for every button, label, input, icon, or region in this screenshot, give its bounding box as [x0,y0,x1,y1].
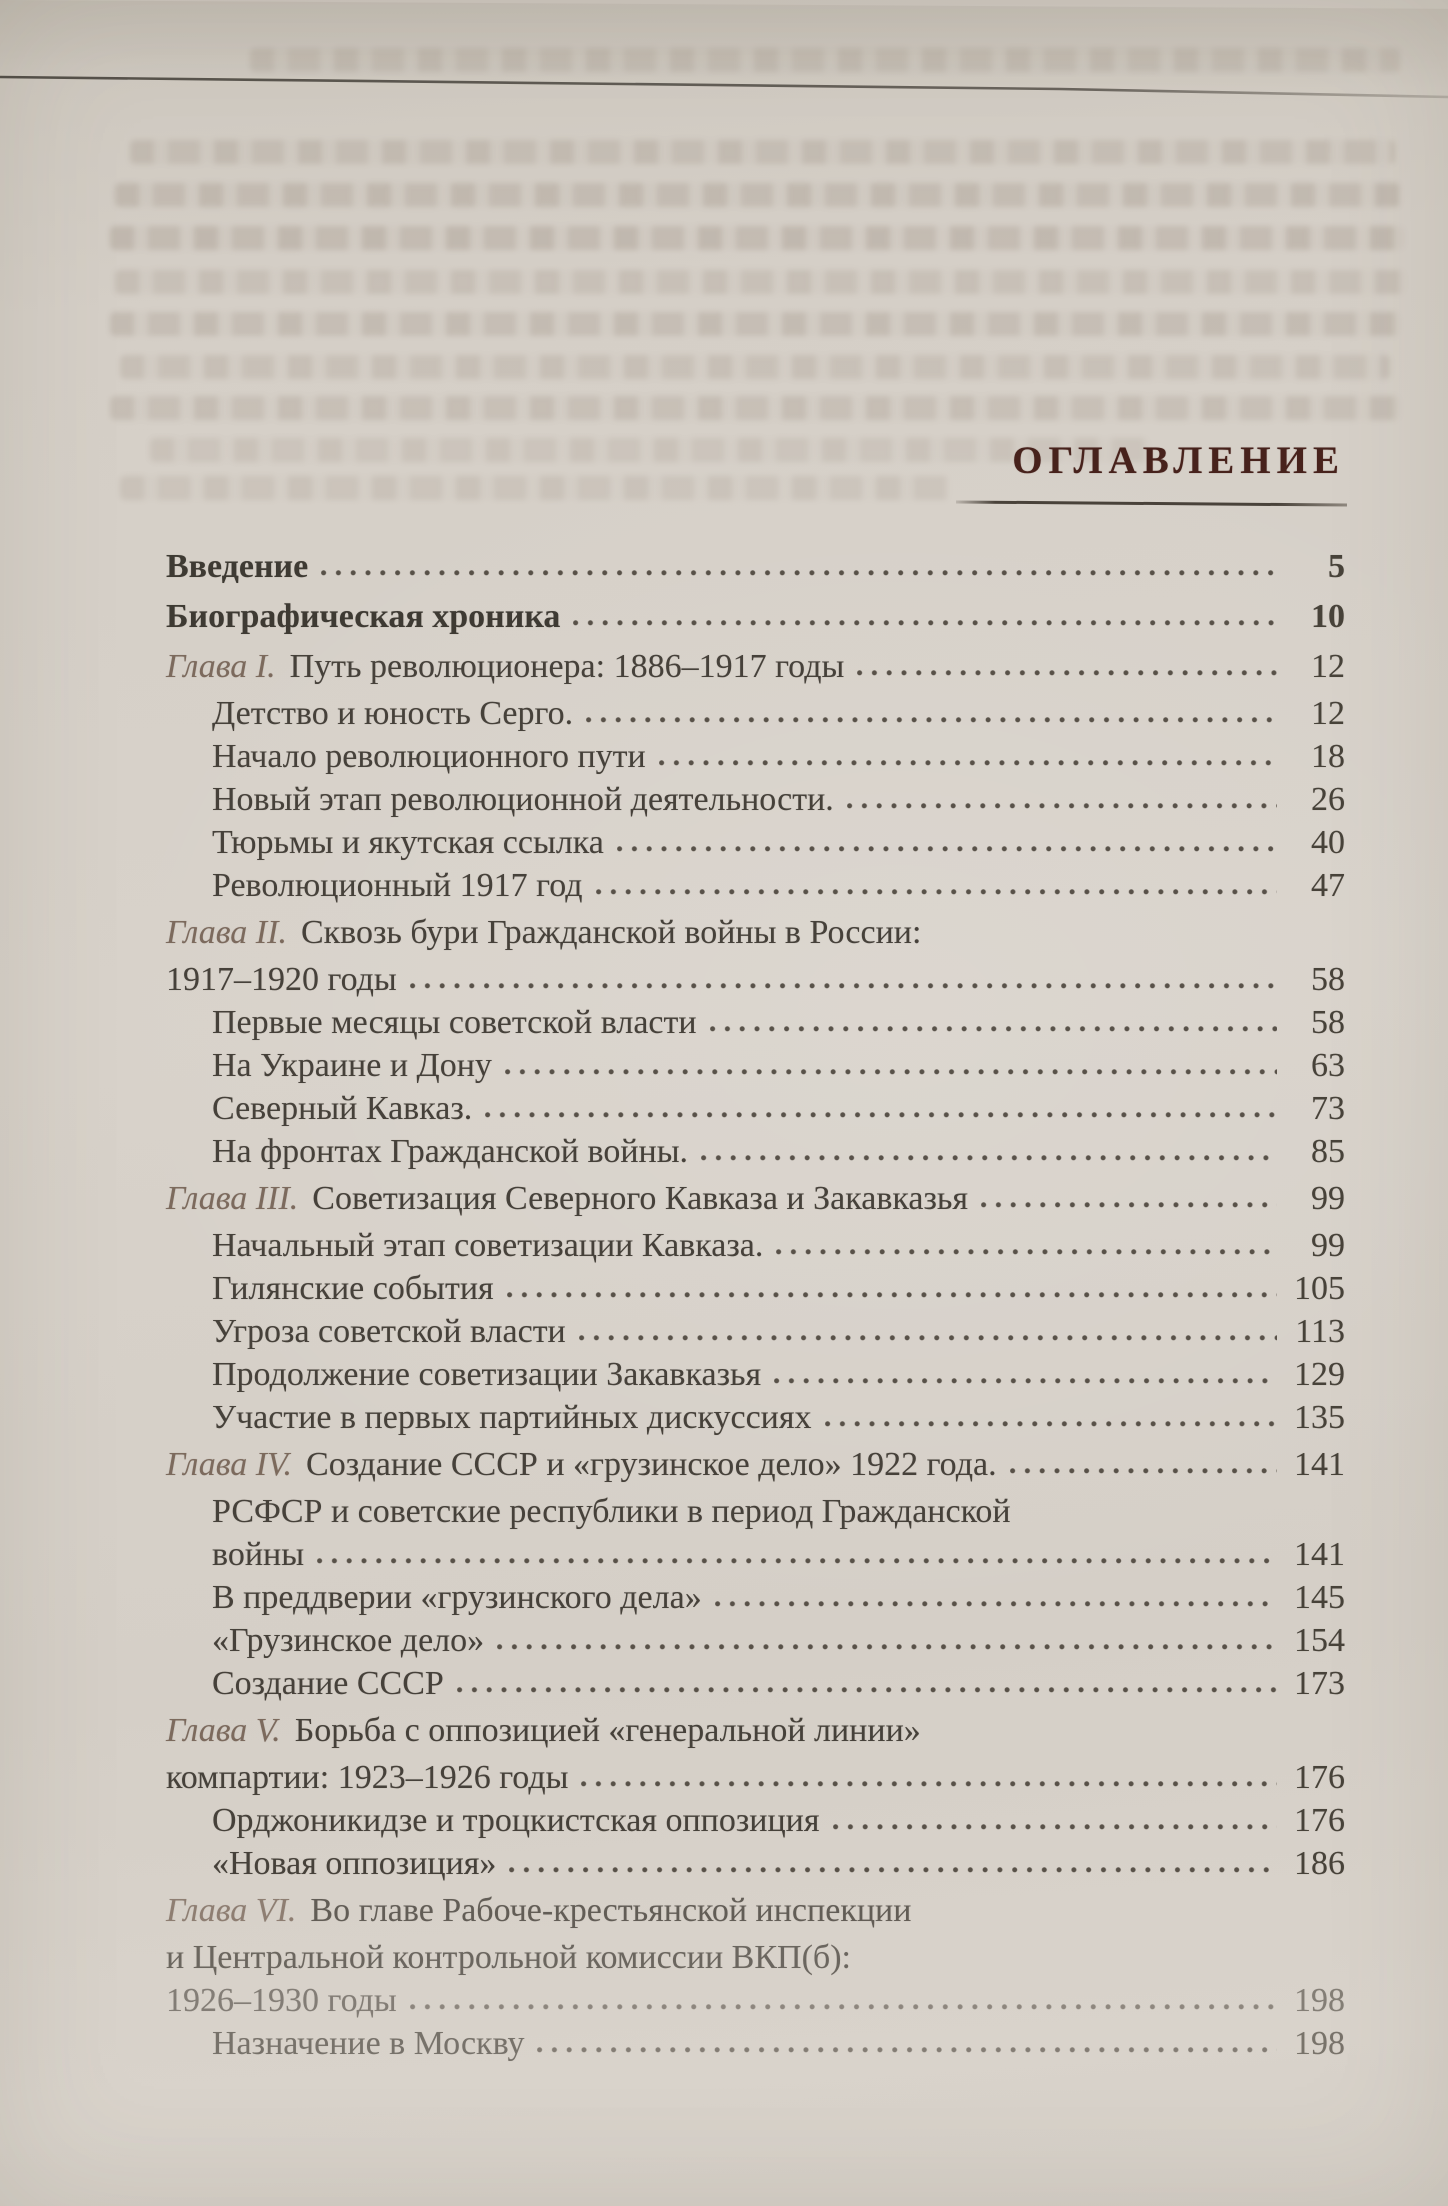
dot-leader [321,569,1277,577]
entry-title: Участие в первых партийных дискуссиях [212,1399,812,1436]
entry-title: В преддверии «грузинского дела» [212,1579,702,1616]
entry-title: компартии: 1923–1926 годы [166,1759,569,1796]
entry-title: войны [212,1536,305,1573]
dot-leader [776,1248,1277,1256]
toc-row [166,778,1345,821]
dot-leader [410,982,1277,990]
dot-leader [715,1600,1277,1608]
dot-leader [774,1377,1277,1385]
toc-row [166,595,1345,638]
entry-title: РСФСР и советские республики в период Гражданской [212,1493,1011,1530]
dot-leader [833,1823,1277,1831]
entry-title: Революционный 1917 год [212,867,583,904]
dot-leader [1010,1467,1277,1475]
toc-row [166,1224,1345,1267]
toc-row [166,1842,1345,1885]
page-number: 154 [1294,1622,1345,1659]
dot-leader [701,1154,1277,1162]
chapter-label: Глава VI. [166,1892,297,1929]
entry-title: Путь революционера: 1886–1917 годы [289,648,845,685]
entry-title: На Украине и Дону [212,1047,492,1084]
bleedthrough-band [250,48,1400,72]
page-number: 99 [1311,1227,1345,1264]
chapter-label: Глава III. [166,1180,299,1217]
dot-leader [505,1068,1277,1076]
toc-row [166,1087,1345,1130]
toc-row [166,958,1345,1001]
dot-leader [857,669,1277,677]
entry-title: Начало революционного пути [212,738,646,775]
page-number: 198 [1294,2025,1345,2062]
page-number: 113 [1295,1313,1345,1350]
dot-leader [507,1291,1277,1299]
page-number: 129 [1294,1356,1345,1393]
page-number: 141 [1294,1446,1345,1483]
toc-row [166,821,1345,864]
page-number: 198 [1294,1982,1345,2019]
page-number: 58 [1311,961,1345,998]
page-number: 12 [1311,695,1345,732]
toc-row [166,1889,1345,1932]
page-number: 176 [1294,1802,1345,1839]
toc-row [166,1001,1345,1044]
bleedthrough-band [130,140,1395,164]
toc-row [166,1936,1345,1979]
page-title: ОГЛАВЛЕНИЕ [1012,439,1345,482]
bleedthrough-band [110,226,1405,250]
toc-row [166,1353,1345,1396]
entry-title: Советизация Северного Кавказа и Закавказья [312,1180,969,1217]
entry-title: Введение [166,548,309,585]
page-number: 5 [1328,548,1345,585]
dot-leader [537,2046,1277,2054]
entry-title: «Новая оппозиция» [212,1845,497,1882]
page-number: 176 [1294,1759,1345,1796]
dot-leader [579,1334,1277,1342]
page-number: 12 [1311,648,1345,685]
entry-title: Создание СССР и «грузинское дело» 1922 года. [306,1446,997,1483]
page-number: 10 [1311,598,1345,635]
bleedthrough-band [110,396,1400,420]
entry-title: Создание СССР [212,1665,444,1702]
bleedthrough-band [120,476,950,500]
page-number: 99 [1311,1180,1345,1217]
entry-title: Назначение в Москву [212,2025,525,2062]
title-underline [956,500,1347,506]
dot-leader [573,619,1277,627]
dot-leader [457,1686,1277,1694]
page-number: 105 [1294,1270,1345,1307]
page-number: 58 [1311,1004,1345,1041]
entry-title: Биографическая хроника [166,598,561,635]
dot-leader [659,759,1277,767]
entry-title: Гилянские события [212,1270,494,1307]
page-number: 40 [1311,824,1345,861]
entry-title: Новый этап революционной деятельности. [212,781,834,818]
toc-row [166,1576,1345,1619]
dot-leader [586,716,1277,724]
chapter-label: Глава V. [166,1712,281,1749]
dot-leader [981,1201,1277,1209]
page-number: 63 [1311,1047,1345,1084]
toc-row [166,1709,1345,1752]
toc-row [166,1799,1345,1842]
chapter-label: Глава IV. [166,1446,293,1483]
entry-title: Детство и юность Серго. [212,695,574,732]
page-number: 18 [1311,738,1345,775]
chapter-label: Глава I. [166,648,276,685]
toc-row [166,864,1345,907]
bleedthrough-band [110,312,1400,336]
dot-leader [509,1866,1277,1874]
toc-row [166,1044,1345,1087]
page-number: 173 [1294,1665,1345,1702]
toc-row [166,2022,1345,2065]
bleedthrough-band [150,438,1150,462]
toc-row [166,1396,1345,1439]
toc-row [166,1177,1345,1220]
toc-row [166,1267,1345,1310]
page-number: 135 [1294,1399,1345,1436]
toc-row [166,1756,1345,1799]
dot-leader [581,1780,1277,1788]
entry-title: 1926–1930 годы [166,1982,397,2019]
toc-row [166,911,1345,954]
toc-row [166,735,1345,778]
dot-leader [485,1111,1277,1119]
bleedthrough-band [120,355,1390,379]
page-number: 141 [1294,1536,1345,1573]
dot-leader [825,1420,1278,1428]
bleedthrough-band [115,183,1400,207]
entry-title: Продолжение советизации Закавказья [212,1356,762,1393]
toc-row [166,692,1345,735]
bleedthrough-band [115,270,1405,294]
dot-leader [596,888,1277,896]
entry-title: Сквозь бури Гражданской войны в России: [300,914,922,951]
page-number: 26 [1311,781,1345,818]
entry-title: На фронтах Гражданской войны. [212,1133,689,1170]
toc-row [166,1662,1345,1705]
dot-leader [710,1025,1277,1033]
page-number: 186 [1294,1845,1345,1882]
toc-row [166,1619,1345,1662]
entry-title: 1917–1920 годы [166,961,397,998]
page-number: 47 [1311,867,1345,904]
page-number: 73 [1311,1090,1345,1127]
dot-leader [617,845,1277,853]
toc-row [166,1533,1345,1576]
entry-title: Тюрьмы и якутская ссылка [212,824,604,861]
toc-row [166,545,1345,588]
entry-title: Угроза советской власти [212,1313,566,1350]
entry-title: Борьба с оппозицией «генеральной линии» [294,1712,921,1749]
chapter-label: Глава II. [166,914,287,951]
page-number: 85 [1311,1133,1345,1170]
dot-leader [497,1643,1277,1651]
entry-title: Орджоникидзе и троцкистская оппозиция [212,1802,820,1839]
toc-row [166,1490,1345,1533]
toc-list [166,545,1345,2065]
toc-row [166,1443,1345,1486]
entry-title: Во главе Рабоче-крестьянской инспекции [310,1892,912,1929]
toc-row [166,1310,1345,1353]
dot-leader [410,2003,1277,2011]
entry-title: и Центральной контрольной комиссии ВКП(б): [166,1939,851,1976]
entry-title: Начальный этап советизации Кавказа. [212,1227,764,1264]
entry-title: «Грузинское дело» [212,1622,485,1659]
page-number: 145 [1294,1579,1345,1616]
toc-row [166,1979,1345,2022]
entry-title: Первые месяцы советской власти [212,1004,697,1041]
entry-title: Северный Кавказ. [212,1090,473,1127]
toc-row [166,645,1345,688]
toc-row [166,1130,1345,1173]
dot-leader [317,1557,1277,1565]
dot-leader [847,802,1277,810]
